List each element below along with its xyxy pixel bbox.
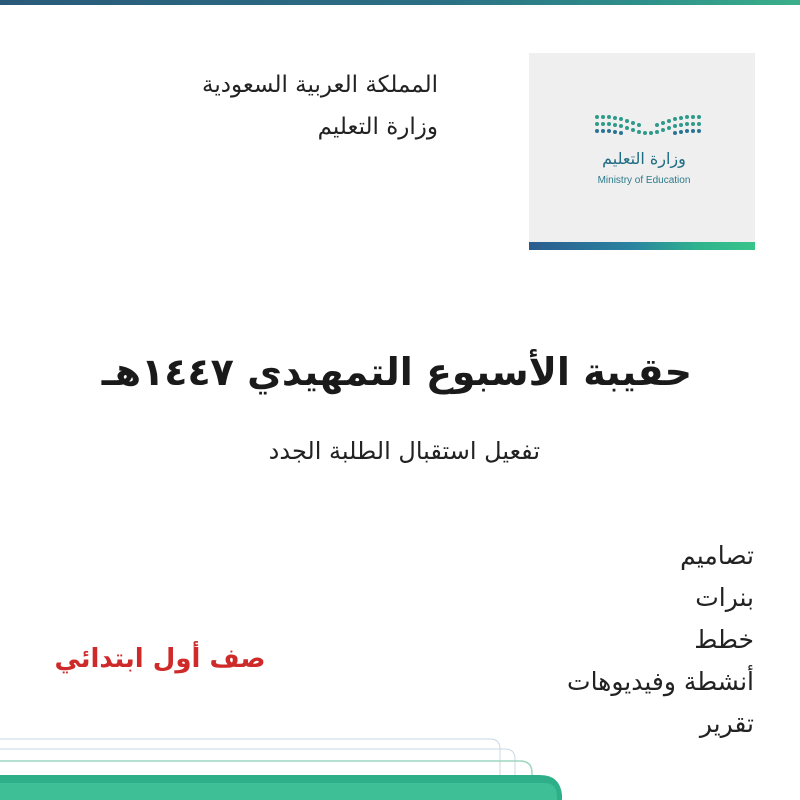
main-title: حقيبة الأسبوع التمهيدي ١٤٤٧هـ	[101, 350, 692, 394]
list-item: تصاميم	[680, 541, 754, 570]
grade-label: صف أول ابتدائي	[54, 644, 266, 674]
list-item: خطط	[694, 625, 754, 654]
ministry-logo-card	[529, 53, 755, 250]
logo-arabic-name: وزارة التعليم	[602, 149, 686, 168]
bottom-decoration	[0, 735, 570, 800]
logo-english-name: Ministry of Education	[597, 175, 691, 186]
subtitle: تفعيل استقبال الطلبة الجدد	[268, 437, 540, 465]
list-item: بنرات	[695, 583, 754, 612]
ministry-name: وزارة التعليم	[317, 114, 438, 140]
list-item: تقرير	[699, 709, 754, 738]
contents-list	[454, 535, 754, 745]
country-name: المملكة العربية السعودية	[202, 72, 438, 98]
logo-gradient-bar	[529, 242, 755, 250]
top-accent-bar	[0, 0, 800, 5]
list-item: أنشطة وفيديوهات	[567, 667, 754, 696]
header-block	[78, 64, 438, 148]
ministry-logo-icon	[593, 111, 703, 151]
